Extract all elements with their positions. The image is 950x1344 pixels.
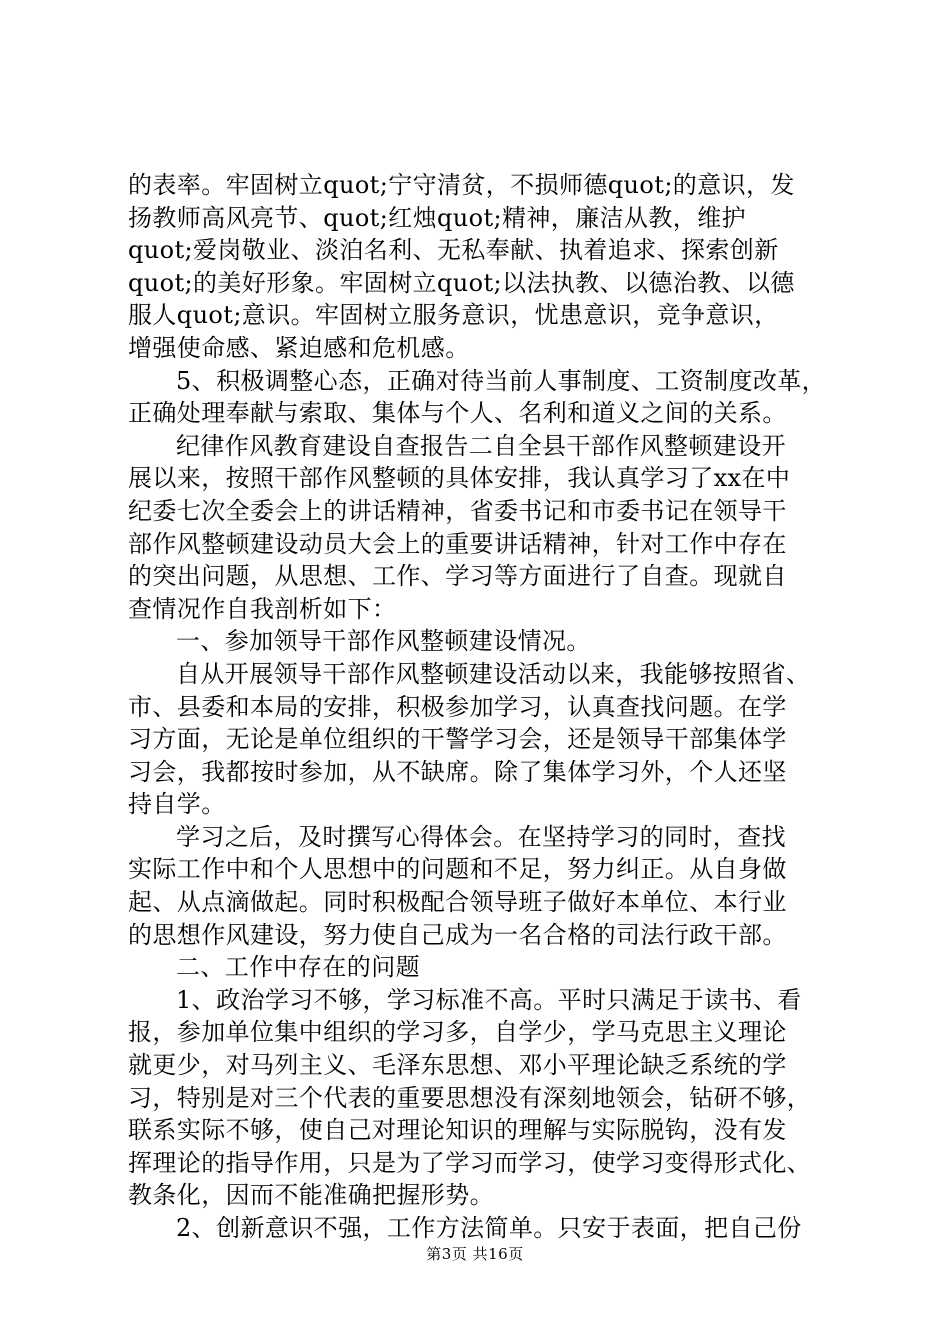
text-line: quot;的美好形象。牢固树立quot;以法执教、以德治教、以德 [128,268,795,297]
text-line: 增强使命感、紧迫感和危机感。 [128,333,470,362]
text-line: 二、工作中存在的问题 [176,953,420,982]
text-line: 纪律作风教育建设自查报告二自全县干部作风整顿建设开 [176,431,786,460]
text-line: 扬教师高风亮节、quot;红烛quot;精神，廉洁从教，维护 [128,203,746,232]
text-line: 习会，我都按时参加，从不缺席。除了集体学习外，个人还坚 [128,757,787,786]
text-line: 市、县委和本局的安排，积极参加学习，认真查找问题。在学 [128,692,787,721]
text-line: 纪委七次全委会上的讲话精神，省委书记和市委书记在领导干 [128,496,787,525]
text-line: 的突出问题，从思想、工作、学习等方面进行了自查。现就自 [128,562,787,591]
text-line: 5、积极调整心态，正确对待当前人事制度、工资制度改革， [176,366,827,395]
text-line: 一、参加领导干部作风整顿建设情况。 [176,627,591,656]
page-footer: 第3页 共16页 [426,1245,524,1263]
text-line: 展以来，按照干部作风整顿的具体安排，我认真学习了xx在中 [128,464,791,493]
text-line: 1、政治学习不够，学习标准不高。平时只满足于读书、看 [176,985,802,1014]
text-line: 部作风整顿建设动员大会上的重要讲话精神，针对工作中存在 [128,529,787,558]
text-line: 正确处理奉献与索取、集体与个人、名利和道义之间的关系。 [128,399,787,428]
text-line: 报，参加单位集中组织的学习多，自学少，学马克思主义理论 [128,1018,787,1047]
text-line: 服人quot;意识。牢固树立服务意识，忧患意识，竞争意识， [128,301,779,330]
text-line: 实际工作中和个人思想中的问题和不足，努力纠正。从自身做 [128,855,787,884]
text-line: 起、从点滴做起。同时积极配合领导班子做好本单位、本行业 [128,888,787,917]
text-line: 联系实际不够，使自己对理论知识的理解与实际脱钩，没有发 [128,1116,787,1145]
text-line: 2、创新意识不强，工作方法简单。只安于表面，把自己份 [176,1214,802,1242]
text-line: 就更少，对马列主义、毛泽东思想、邓小平理论缺乏系统的学 [128,1051,787,1080]
text-line: 学习之后，及时撰写心得体会。在坚持学习的同时，查找 [176,822,786,851]
text-line: 习方面，无论是单位组织的干警学习会，还是领导干部集体学 [128,725,787,754]
text-line: 自从开展领导干部作风整顿建设活动以来，我能够按照省、 [176,659,811,688]
text-line: 习，特别是对三个代表的重要思想没有深刻地领会，钻研不够， [128,1083,812,1112]
text-line: 的思想作风建设，努力使自己成为一名合格的司法行政干部。 [128,920,787,949]
text-line: quot;爱岗敬业、淡泊名利、无私奉献、执着追求、探索创新 [128,236,779,265]
text-line: 教条化，因而不能准确把握形势。 [128,1181,494,1210]
text-line: 的表率。牢固树立quot;宁守清贫，不损师德quot;的意识，发 [128,171,795,199]
text-line: 挥理论的指导作用，只是为了学习而学习，使学习变得形式化、 [128,1148,812,1177]
text-line: 持自学。 [128,790,226,819]
document-body [128,169,830,1245]
text-line: 查情况作自我剖析如下： [128,594,397,623]
